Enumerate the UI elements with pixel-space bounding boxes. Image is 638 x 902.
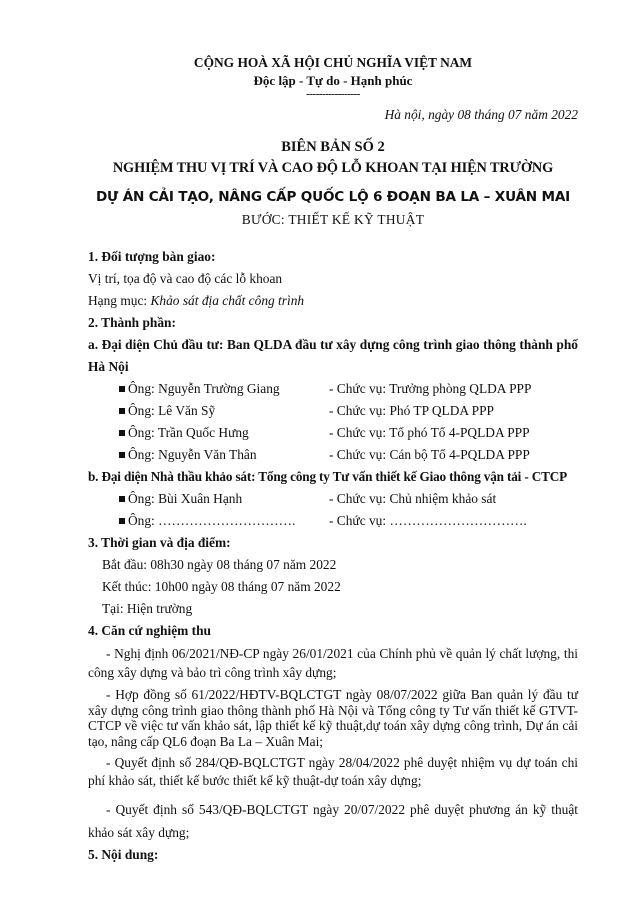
national-title: CỘNG HOÀ XÃ HỘI CHỦ NGHĨA VIỆT NAM <box>193 55 473 70</box>
record-number: BIÊN BẢN SỐ 2 <box>281 138 385 155</box>
part-b-members <box>88 488 578 532</box>
part-a-heading: a. Đại diện Chủ đầu tư: Ban QLDA đầu tư xây dựng công trình giao thông thành phố Hà Nội <box>88 337 578 375</box>
bullet-square-icon <box>119 518 125 524</box>
member-role: - Chức vụ: Chủ nhiệm khảo sát <box>329 491 497 507</box>
member-row <box>88 422 578 444</box>
member-name: Ông: Nguyễn Văn Thân <box>128 447 257 463</box>
basis-item: - Quyết định số 284/QĐ-BQLCTGT ngày 28/04/2022 phê duyệt nhiệm vụ dự toán chi phí khảo sát, thiết kế bước thiết kế kỹ thuật-dự toán xây dựng; <box>88 755 578 789</box>
record-subject: NGHIỆM THU VỊ TRÍ VÀ CAO ĐỘ LỖ KHOAN TẠI HIỆN TRƯỜNG <box>112 159 554 176</box>
header-divider: ----------------- <box>306 88 360 100</box>
basis-item: - Quyết định số 543/QĐ-BQLCTGT ngày 20/07/2022 phê duyệt phương án kỹ thuật khảo sát xây dựng; <box>88 802 578 841</box>
member-role: - Chức vụ: Trưởng phòng QLDA PPP <box>329 381 532 397</box>
part-b-heading: b. Đại diện Nhà thầu khảo sát: Tổng công ty Tư vấn thiết kế Giao thông vận tải - CTCP <box>88 469 568 485</box>
member-row <box>88 510 578 532</box>
section-5-heading: 5. Nội dung: <box>88 847 159 863</box>
member-row <box>88 444 578 466</box>
bullet-square-icon <box>119 430 125 436</box>
member-name: Ông: Bùi Xuân Hạnh <box>128 491 243 507</box>
section-3-heading: 3. Thời gian và địa điểm: <box>88 535 231 551</box>
start-time: Bắt đầu: 08h30 ngày 08 tháng 07 năm 2022 <box>102 557 337 573</box>
member-row <box>88 488 578 510</box>
member-role: - Chức vụ: …………………………. <box>329 513 527 529</box>
bullet-square-icon <box>119 452 125 458</box>
member-name: Ông: Trần Quốc Hưng <box>128 425 249 441</box>
design-step: BƯỚC: THIẾT KẾ KỸ THUẬT <box>241 212 425 228</box>
member-role: - Chức vụ: Tổ phó Tổ 4-PQLDA PPP <box>329 425 530 441</box>
member-name: Ông: Nguyễn Trường Giang <box>128 381 280 397</box>
member-role: - Chức vụ: Cán bộ Tổ 4-PQLDA PPP <box>329 447 530 463</box>
section-1-category <box>88 290 578 312</box>
category-label: Hạng mục: <box>88 293 151 309</box>
member-name: Ông: Lê Văn Sỹ <box>128 403 216 419</box>
section-1-line: Vị trí, tọa độ và cao độ các lỗ khoan <box>88 271 283 287</box>
document-date: Hà nội, ngày 08 tháng 07 năm 2022 <box>384 106 578 122</box>
section-4-heading: 4. Căn cứ nghiệm thu <box>88 623 211 639</box>
member-row <box>88 400 578 422</box>
part-a-members <box>88 378 578 466</box>
member-role: - Chức vụ: Phó TP QLDA PPP <box>329 403 495 419</box>
basis-item: - Nghị định 06/2021/NĐ-CP ngày 26/01/2021 của Chính phủ về quản lý chất lượng, thi công xây dựng và bảo trì công trình xây dựng; <box>88 646 578 681</box>
bullet-square-icon <box>119 408 125 414</box>
section-1-heading: 1. Đối tượng bàn giao: <box>88 249 216 265</box>
end-time: Kết thúc: 10h00 ngày 08 tháng 07 năm 2022 <box>102 579 341 595</box>
bullet-square-icon <box>119 496 125 502</box>
member-row <box>88 378 578 400</box>
category-value: Khảo sát địa chất công trình <box>150 293 305 309</box>
project-name: DỰ ÁN CẢI TẠO, NÂNG CẤP QUỐC LỘ 6 ĐOẠN BA LA – XUÂN MAI <box>95 189 571 206</box>
basis-item: - Hợp đồng số 61/2022/HĐTV-BQLCTGT ngày 08/07/2022 giữa Ban quản lý đầu tư xây dựng công trình giao thông thành phố Hà Nội và Tổng công ty Tư vấn thiết kế GTVT-CTCP về việc tư vấn khảo sát, lập thiết kế kỹ thuật,dự toán xây dựng công trình, Dự án cải tạo, nâng cấp QL6 đoạn Ba La – Xuân Mai; <box>88 687 578 749</box>
section-2-heading: 2. Thành phần: <box>88 315 176 331</box>
member-name: Ông: …………………………. <box>128 513 296 529</box>
bullet-square-icon <box>119 386 125 392</box>
location: Tại: Hiện trường <box>102 601 193 617</box>
national-motto: Độc lập - Tự do - Hạnh phúc <box>253 72 413 88</box>
